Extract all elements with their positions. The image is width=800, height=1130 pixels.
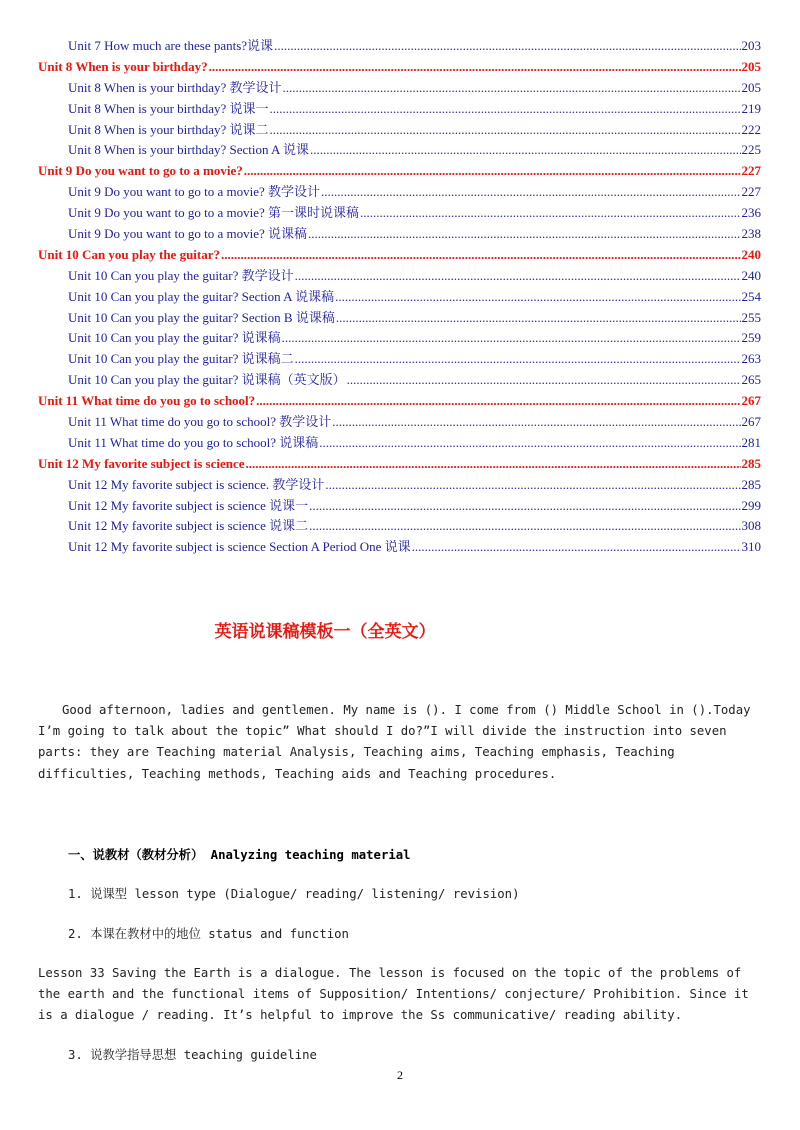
toc-page-number: 227 — [741, 163, 761, 179]
toc-page-number: 255 — [741, 309, 761, 325]
toc-entry-title: Unit 12 My favorite subject is science 说课一 — [68, 497, 309, 513]
toc-entry-title: Unit 12 My favorite subject is science Section A Period One 说课 — [68, 539, 411, 555]
table-of-contents — [0, 36, 800, 558]
toc-entry-title: Unit 12 My favorite subject is science 说课二 — [68, 518, 309, 534]
toc-entry[interactable] — [0, 496, 761, 517]
toc-page-number: 267 — [741, 393, 761, 409]
toc-leader-dots — [336, 308, 741, 329]
toc-entry[interactable] — [0, 370, 761, 391]
toc-page-number: 310 — [741, 539, 761, 555]
toc-entry[interactable] — [0, 349, 761, 370]
toc-entry-title: Unit 8 When is your birthday? 说课一 — [68, 100, 269, 116]
toc-entry-title: Unit 10 Can you play the guitar? Section B 说课稿 — [68, 309, 335, 325]
toc-entry[interactable] — [0, 308, 761, 329]
toc-page-number: 267 — [741, 414, 761, 430]
toc-page-number: 299 — [741, 497, 761, 513]
toc-unit-entry[interactable] — [0, 454, 761, 475]
toc-page-number: 254 — [741, 288, 761, 304]
intro-paragraph: Good afternoon, ladies and gentlemen. My name is (). I come from () Middle School in ().Today I’m going to talk about the topic” What should I do?”I will divide the instruction into seven parts: they are Teaching material Analysis, Teaching aims, Teaching emphasis, Teaching difficulties, Teaching methods, Teaching aids and Teaching procedures. — [38, 703, 751, 781]
toc-leader-dots — [283, 78, 741, 99]
toc-entry[interactable] — [0, 99, 761, 120]
toc-leader-dots — [274, 36, 740, 57]
toc-entry-title: Unit 9 Do you want to go to a movie? 说课稿 — [68, 226, 308, 242]
toc-entry[interactable] — [0, 266, 761, 287]
toc-leader-dots — [309, 516, 740, 537]
toc-page-number: 285 — [741, 455, 761, 471]
toc-leader-dots — [360, 203, 740, 224]
toc-page-number: 219 — [741, 100, 761, 116]
toc-entry[interactable] — [0, 412, 761, 433]
toc-entry-title: Unit 10 Can you play the guitar? 说课稿 — [68, 330, 281, 346]
toc-entry-title: Unit 9 Do you want to go to a movie? — [38, 163, 243, 179]
toc-leader-dots — [308, 224, 740, 245]
toc-leader-dots — [347, 370, 741, 391]
toc-entry[interactable] — [0, 182, 761, 203]
toc-entry-title: Unit 11 What time do you go to school? 说课稿 — [68, 434, 319, 450]
toc-entry-title: Unit 10 Can you play the guitar? 教学设计 — [68, 267, 294, 283]
list-item: 2. 本课在教材中的地位 status and function — [68, 927, 349, 941]
section-title: 一、说教材（教材分析） Analyzing teaching material — [68, 848, 411, 862]
toc-page-number: 259 — [741, 330, 761, 346]
toc-entry[interactable] — [0, 475, 761, 496]
toc-page-number: 225 — [741, 142, 761, 158]
toc-page-number: 240 — [741, 246, 761, 262]
toc-page-number: 203 — [741, 38, 761, 53]
toc-entry[interactable] — [0, 140, 761, 161]
toc-page-number: 236 — [741, 205, 761, 221]
toc-leader-dots — [270, 120, 741, 141]
toc-entry-title: Unit 9 Do you want to go to a movie? 教学设计 — [68, 184, 321, 200]
toc-entry-title: Unit 10 Can you play the guitar? 说课稿（英文版） — [68, 372, 346, 388]
toc-entry[interactable] — [0, 433, 761, 454]
toc-entry[interactable] — [0, 287, 761, 308]
toc-leader-dots — [221, 245, 740, 266]
toc-leader-dots — [309, 496, 740, 517]
toc-leader-dots — [335, 287, 740, 308]
toc-leader-dots — [325, 475, 740, 496]
toc-entry-title: Unit 7 How much are these pants?说课 — [68, 38, 274, 53]
toc-entry[interactable] — [0, 537, 761, 558]
toc-leader-dots — [321, 182, 740, 203]
toc-page-number: 205 — [741, 58, 761, 74]
toc-page-number: 238 — [741, 226, 761, 242]
toc-page-number: 265 — [741, 372, 761, 388]
toc-leader-dots — [412, 537, 741, 558]
toc-entry-title: Unit 12 My favorite subject is science. 教学设计 — [68, 476, 325, 492]
toc-unit-entry[interactable] — [0, 245, 761, 266]
toc-unit-entry[interactable] — [0, 57, 761, 78]
toc-page-number: 308 — [741, 518, 761, 534]
toc-entry[interactable] — [0, 36, 761, 57]
toc-leader-dots — [295, 266, 741, 287]
toc-entry-title: Unit 10 Can you play the guitar? Section A 说课稿 — [68, 288, 335, 304]
toc-leader-dots — [295, 349, 741, 370]
toc-entry-title: Unit 10 Can you play the guitar? — [38, 246, 221, 262]
toc-entry-title: Unit 10 Can you play the guitar? 说课稿二 — [68, 351, 294, 367]
toc-entry[interactable] — [0, 203, 761, 224]
toc-entry[interactable] — [0, 328, 761, 349]
toc-leader-dots — [319, 433, 740, 454]
list-item: 3. 说教学指导思想 teaching guideline — [68, 1048, 317, 1062]
page-number: 2 — [397, 1068, 403, 1082]
toc-leader-dots — [270, 99, 741, 120]
toc-leader-dots — [244, 161, 741, 182]
toc-leader-dots — [246, 454, 741, 475]
toc-page-number: 263 — [741, 351, 761, 367]
toc-leader-dots — [332, 412, 740, 433]
toc-page-number: 222 — [741, 121, 761, 137]
toc-page-number: 240 — [741, 267, 761, 283]
lesson-paragraph: Lesson 33 Saving the Earth is a dialogue. The lesson is focused on the topic of the problems of the earth and the functional items of Supposition/ Intentions/ conjecture/ Prohibition. Since it is a dialogue / reading. It’s helpful to improve the Ss communicative/ reading ability. — [38, 966, 749, 1023]
list-item: 1. 说课型 lesson type (Dialogue/ reading/ listening/ revision) — [68, 887, 520, 901]
toc-entry-title: Unit 11 What time do you go to school? — [38, 393, 256, 409]
toc-leader-dots — [256, 391, 740, 412]
toc-unit-entry[interactable] — [0, 161, 761, 182]
toc-leader-dots — [209, 57, 741, 78]
toc-page-number: 205 — [741, 79, 761, 95]
toc-leader-dots — [310, 140, 741, 161]
toc-entry-title: Unit 8 When is your birthday? — [38, 58, 208, 74]
toc-entry-title: Unit 11 What time do you go to school? 教学设计 — [68, 414, 332, 430]
toc-entry[interactable] — [0, 78, 761, 99]
toc-entry[interactable] — [0, 120, 761, 141]
toc-entry[interactable] — [0, 516, 761, 537]
toc-page-number: 227 — [741, 184, 761, 200]
toc-entry-title: Unit 8 When is your birthday? 说课二 — [68, 121, 269, 137]
toc-entry-title: Unit 8 When is your birthday? Section A 说课 — [68, 142, 309, 158]
toc-page-number: 281 — [741, 434, 761, 450]
toc-leader-dots — [282, 328, 741, 349]
toc-page-number: 285 — [741, 476, 761, 492]
toc-entry-title: Unit 9 Do you want to go to a movie? 第一课时说课稿 — [68, 205, 360, 221]
toc-entry-title: Unit 12 My favorite subject is science — [38, 455, 245, 471]
toc-entry-title: Unit 8 When is your birthday? 教学设计 — [68, 79, 282, 95]
toc-unit-entry[interactable] — [0, 391, 761, 412]
toc-entry[interactable] — [0, 224, 761, 245]
page-title: 英语说课稿模板一（全英文） — [214, 622, 436, 642]
